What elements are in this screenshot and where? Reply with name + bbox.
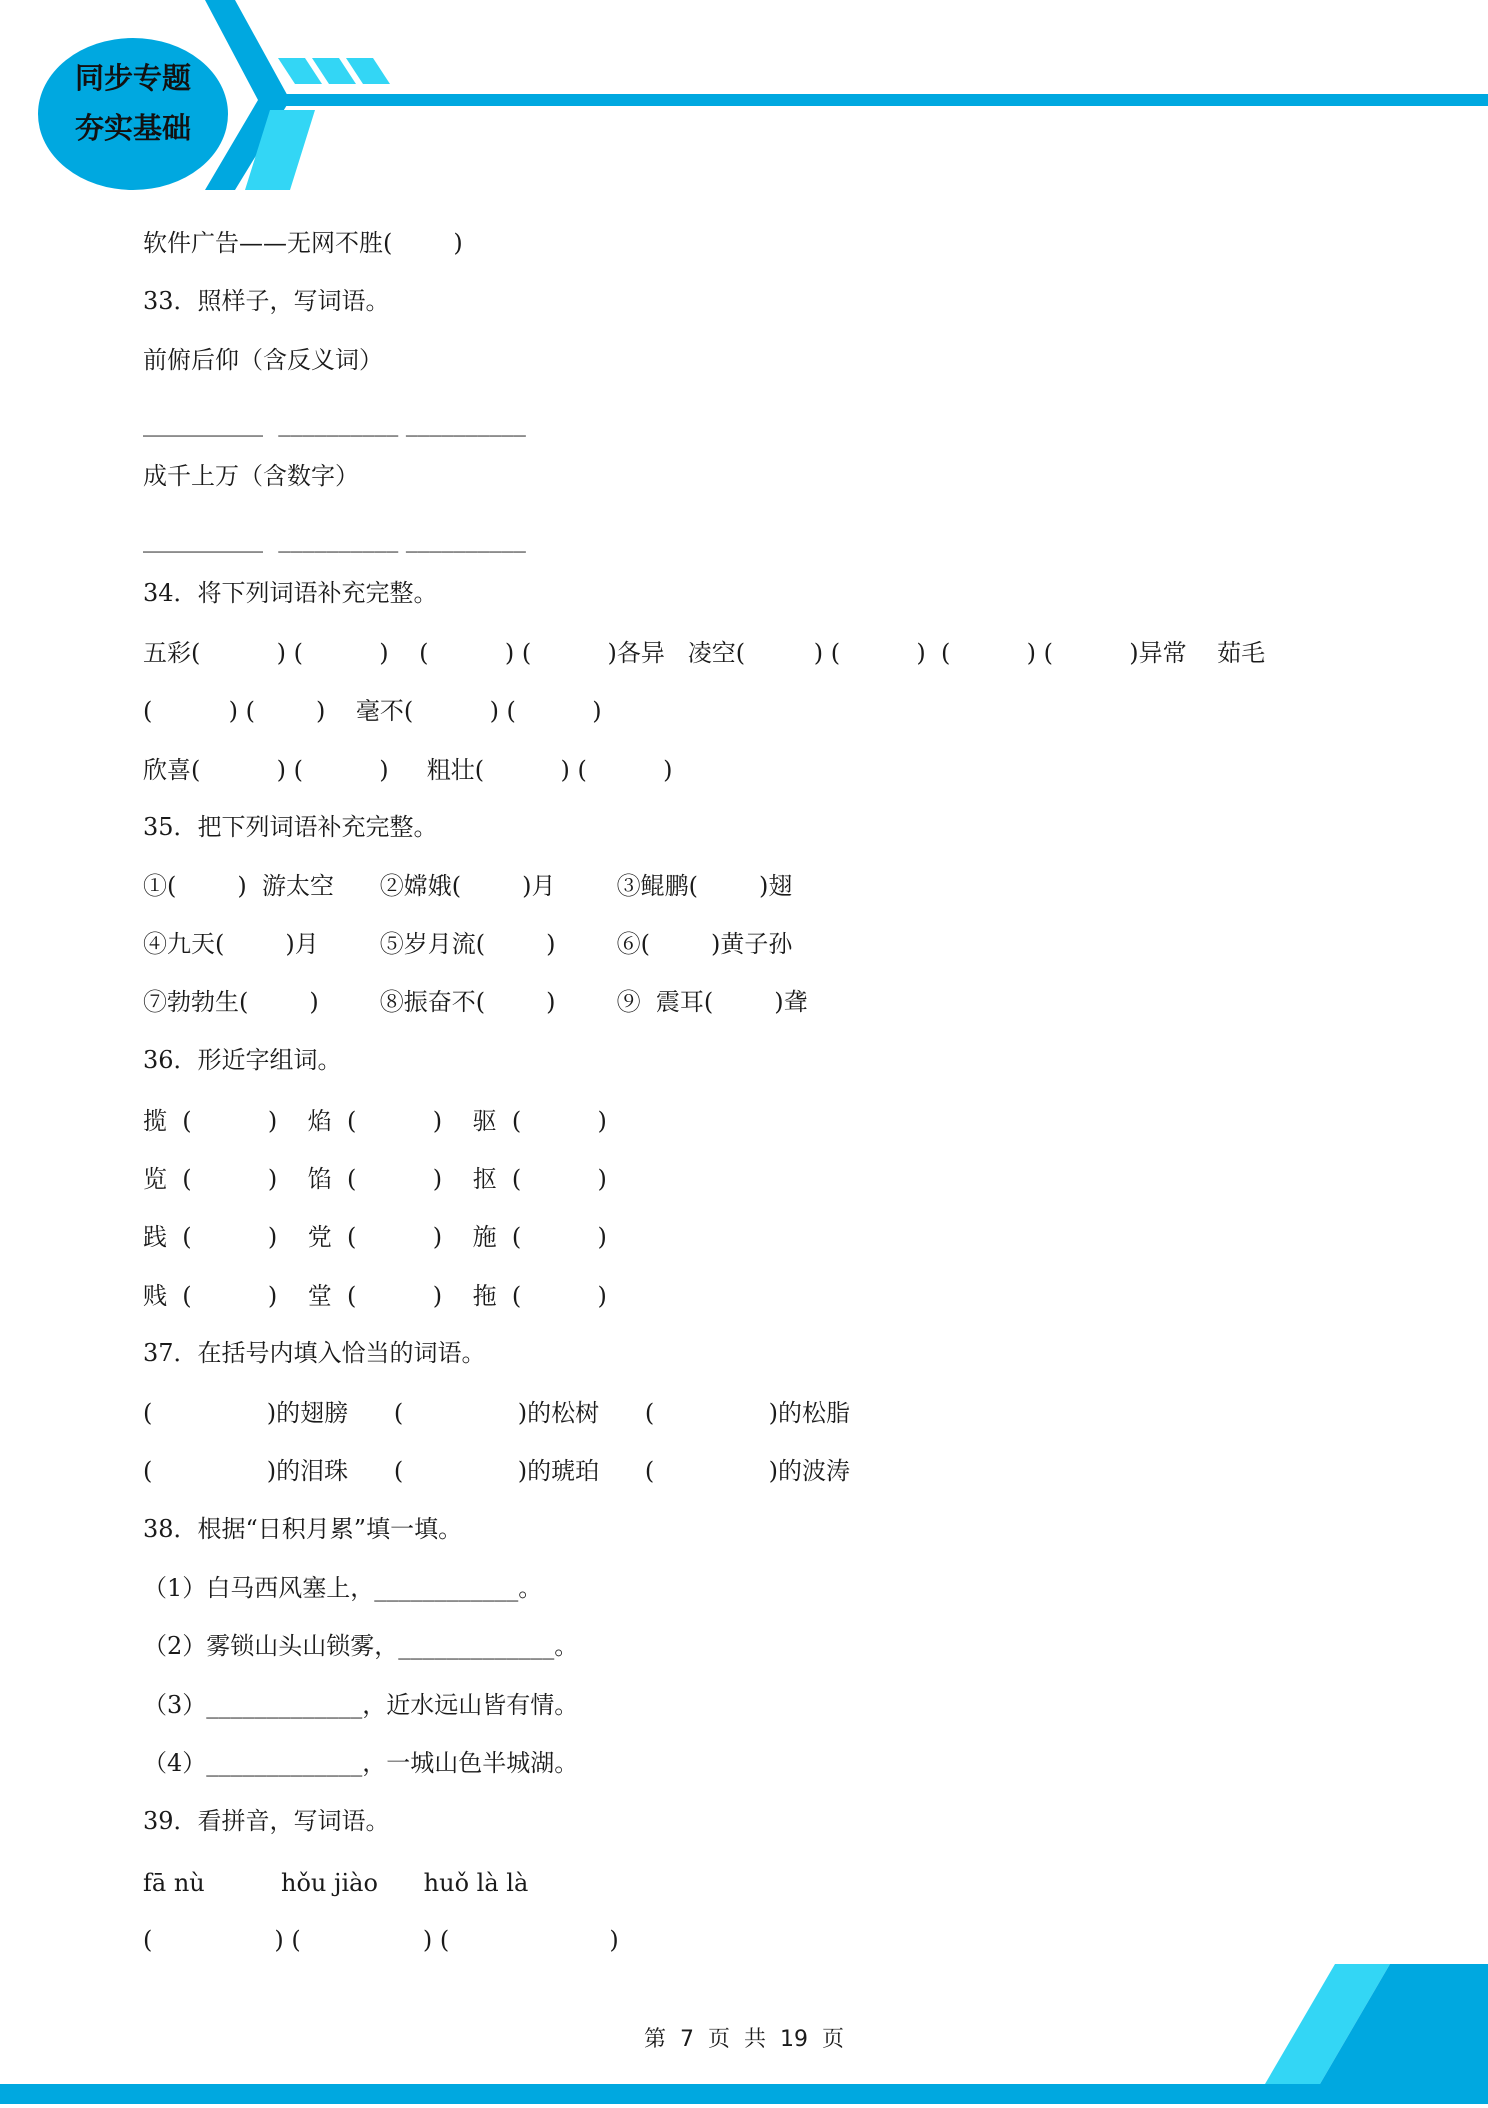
fill-in-line: （3）_____________，近水远山皆有情。 bbox=[143, 1691, 579, 1719]
fill-in-line: ( )的泪珠 ( )的琥珀 ( )的波涛 bbox=[143, 1457, 851, 1485]
question-34-title: 34．将下列词语补充完整。 bbox=[143, 579, 438, 607]
fill-in-line: （2）雾锁山头山锁雾，_____________。 bbox=[143, 1632, 579, 1660]
fill-in-line: ( ) ( ) ( ) bbox=[143, 1926, 619, 1954]
question-39-title: 39．看拼音，写词语。 bbox=[143, 1807, 390, 1835]
example-line: 成千上万（含数字） bbox=[143, 462, 359, 490]
header-bar-shape bbox=[270, 94, 1488, 106]
fill-in-line: 五彩( ) ( ) ( ) ( )各异 凌空( ) ( ) ( ) ( )异常 茹毛 bbox=[143, 639, 1266, 667]
fill-in-line: （4）_____________，一城山色半城湖。 bbox=[143, 1749, 579, 1777]
fill-in-line: ⑦勃勃生( ) ⑧振奋不( ) ⑨ 震耳( )聋 bbox=[143, 988, 808, 1016]
fill-in-line: 贱 ( ) 堂 ( ) 拖 ( ) bbox=[143, 1282, 607, 1310]
badge-title-line1: 同步专题 bbox=[74, 61, 191, 95]
footer-bar-shape bbox=[0, 2084, 1488, 2104]
fill-in-line: ①( ) 游太空 ②嫦娥( )月 ③鲲鹏( )翅 bbox=[143, 872, 793, 900]
fill-in-line: 揽 ( ) 焰 ( ) 驱 ( ) bbox=[143, 1107, 607, 1135]
answer-line: 软件广告——无网不胜( ) bbox=[143, 229, 463, 257]
example-line: 前俯后仰（含反义词） bbox=[143, 346, 383, 374]
question-38-title: 38．根据“日积月累”填一填。 bbox=[143, 1515, 463, 1543]
fill-in-line: （1）白马西风塞上，____________。 bbox=[143, 1574, 543, 1602]
question-37-title: 37．在括号内填入恰当的词语。 bbox=[143, 1339, 486, 1367]
question-33-title: 33．照样子，写词语。 bbox=[143, 287, 390, 315]
fill-in-line: ( )的翅膀 ( )的松树 ( )的松脂 bbox=[143, 1399, 851, 1427]
blank-line: __________ __________ __________ bbox=[143, 525, 526, 553]
page-number: 第 7 页 共 19 页 bbox=[644, 2027, 844, 2052]
page-header bbox=[0, 0, 1488, 200]
question-35-title: 35．把下列词语补充完整。 bbox=[143, 813, 438, 841]
fill-in-line: 践 ( ) 党 ( ) 施 ( ) bbox=[143, 1223, 607, 1251]
question-36-title: 36．形近字组词。 bbox=[143, 1046, 342, 1074]
fill-in-line: 览 ( ) 馅 ( ) 抠 ( ) bbox=[143, 1165, 607, 1193]
fill-in-line: ( ) ( ) 毫不( ) ( ) bbox=[143, 697, 602, 725]
blank-line: __________ __________ __________ bbox=[143, 409, 526, 437]
fill-in-line: ④九天( )月 ⑤岁月流( ) ⑥( )黄子孙 bbox=[143, 930, 793, 958]
fill-in-line: 欣喜( ) ( ) 粗壮( ) ( ) bbox=[143, 756, 673, 784]
pinyin-line: fā nù hǒu jiào huǒ là là bbox=[143, 1869, 529, 1897]
header-badge bbox=[38, 38, 228, 190]
badge-title-line2: 夯实基础 bbox=[74, 111, 191, 145]
